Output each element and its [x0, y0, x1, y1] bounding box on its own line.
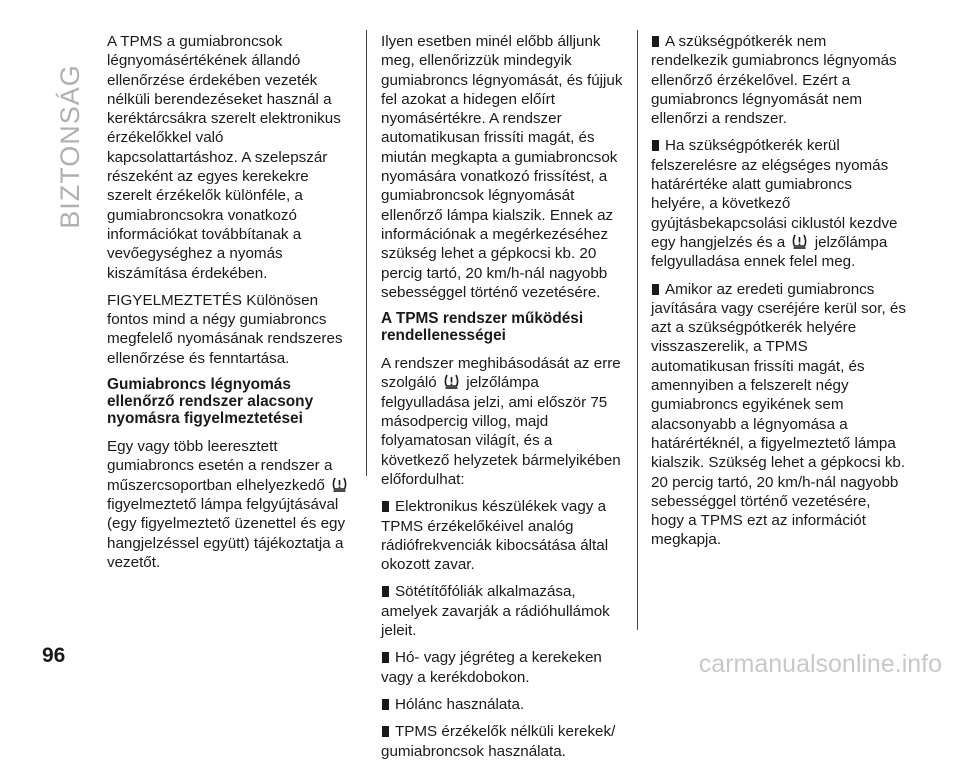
list-item — [381, 695, 624, 714]
list-item-text: Sötétítőfóliák alkalmazása, amelyek zavarják a rádióhullámok jeleit. — [381, 583, 610, 640]
column-2 — [381, 32, 624, 769]
column-divider — [366, 30, 367, 476]
bullet-icon — [382, 652, 389, 663]
paragraph: Ilyen esetben minél előbb álljunk meg, ellenőrizzük mindegyik gumiabroncs légnyomását, és fújjuk fel azokat a hidegen előírt nyomásértékre. A rendszer automatikusan frissíti magát, és miután megkapta a gumiabroncsok nyomására vonatkozó frissítést, a gumiabroncsok légnyomását ellenőrző lámpa kialszik. Ennek az információnak a megérkezéséhez szükség lehet a gépkocsi kb. 20 percig tartó, 20 km/h-nál nagyobb sebességgel történő vezetésére. — [381, 33, 623, 301]
bullet-icon — [382, 726, 389, 737]
tire-pressure-warning-icon — [331, 477, 348, 492]
page-number: 96 — [42, 644, 66, 667]
bullet-icon — [382, 699, 389, 710]
list-item — [381, 648, 624, 687]
bullet-icon — [382, 586, 389, 597]
tire-pressure-warning-icon — [791, 234, 808, 249]
list-item-text: Hólánc használata. — [395, 695, 525, 713]
section-label — [40, 22, 100, 229]
list-item-text: TPMS érzékelők nélküli kerekek/ gumiabroncsok használata. — [381, 723, 616, 760]
text-run: figyelmeztető lámpa felgyújtásával (egy figyelmeztető üzenettel és egy hangjelzéssel együtt) tájékoztatja a vezetőt. — [107, 495, 346, 571]
column-1 — [107, 32, 353, 580]
text-run: Egy vagy több leeresztett gumiabroncs esetén a rendszer a műszercsoportban elhelyezkedő — [107, 438, 333, 494]
list-item-text: Amikor az eredeti gumiabroncs javítására vagy cseréjére kerül sor, és azt a szükségpótkerék helyére visszaszerelik, a TPMS automatikusan frissíti magát, és amennyiben a felszerelt négy gumiabroncs egyikének sem alacsonyabb a légnyomása a határértéknél, a figyelmeztető lámpa kialszik. Szükség lehet a gépkocsi kb. 20 percig tartó, 20 km/h-nál nagyobb sebességgel történő vezetésére, hogy a TPMS ezt az információt megkapja. — [651, 280, 906, 549]
section-label-text: BIZTONSÁG — [54, 64, 85, 229]
paragraph: A TPMS a gumiabroncsok légnyomásértékének állandó ellenőrzése érdekében vezeték nélküli berendezéseket használ a keréktárcsákra szerelt elektronikus érzékelőkkel való kapcsolattartáshoz. A szelepszár részeként az egyes kerekekre szerelt érzékelők különféle, a gumiabroncsokra vonatkozó információkat továbbítanak a vevőegységhez a nyomás kiszámítása érdekében. — [107, 33, 341, 282]
paragraph — [107, 437, 353, 572]
list-item — [381, 722, 624, 761]
list-item-text: jelzőlámpa felgyulladása ennek felel meg. — [651, 233, 888, 271]
text-run: jelzőlámpa felgyulladása jelzi, ami először 75 másodpercig villog, majd folyamatosan világít, és a következő helyzetek bármelyikében előfordulhat: — [381, 374, 621, 488]
paragraph — [381, 354, 624, 489]
list-item — [381, 497, 624, 574]
section-heading: Gumiabroncs légnyomás ellenőrző rendszer alacsony nyomásra figyelmeztetései — [107, 376, 314, 428]
list-item-text: Ha szükségpótkerék kerül felszerelésre az elégséges nyomás határértéke alatt gumiabroncs helyére, a következő gyújtásbekapcsolási ciklustól kezdve egy hangjelzés és a — [651, 137, 898, 251]
bullet-icon — [382, 501, 389, 512]
tire-pressure-warning-icon — [443, 374, 460, 389]
text-run: A rendszer meghibásodását az erre szolgáló — [381, 355, 621, 392]
column-divider — [637, 30, 638, 630]
list-item-text: A szükségpótkerék nem rendelkezik gumiabroncs légnyomás ellenőrző érzékelővel. Ezért a gumiabroncs légnyomását nem ellenőrzi a rendszer. — [651, 33, 897, 128]
bullet-icon — [652, 140, 659, 151]
bullet-icon — [652, 36, 659, 47]
list-item-text: Hó- vagy jégréteg a kerekeken vagy a kerékdobokon. — [381, 649, 602, 686]
warning-paragraph: FIGYELMEZTETÉS Különösen fontos mind a négy gumiabroncs megfelelő nyomásának rendszeres ellenőrzése és fenntartása. — [107, 291, 343, 367]
list-item — [651, 136, 906, 271]
list-item — [381, 582, 624, 640]
bullet-icon — [652, 284, 659, 295]
list-item — [651, 32, 906, 128]
column-3 — [651, 32, 906, 558]
list-item — [651, 280, 906, 550]
section-heading: A TPMS rendszer működési rendellenességei — [381, 310, 584, 345]
list-item-text: Elektronikus készülékek vagy a TPMS érzékelőkéivel analóg rádiófrekvenciák kibocsátása által okozott zavar. — [381, 498, 609, 574]
watermark: carmanualsonline.info — [698, 650, 942, 678]
